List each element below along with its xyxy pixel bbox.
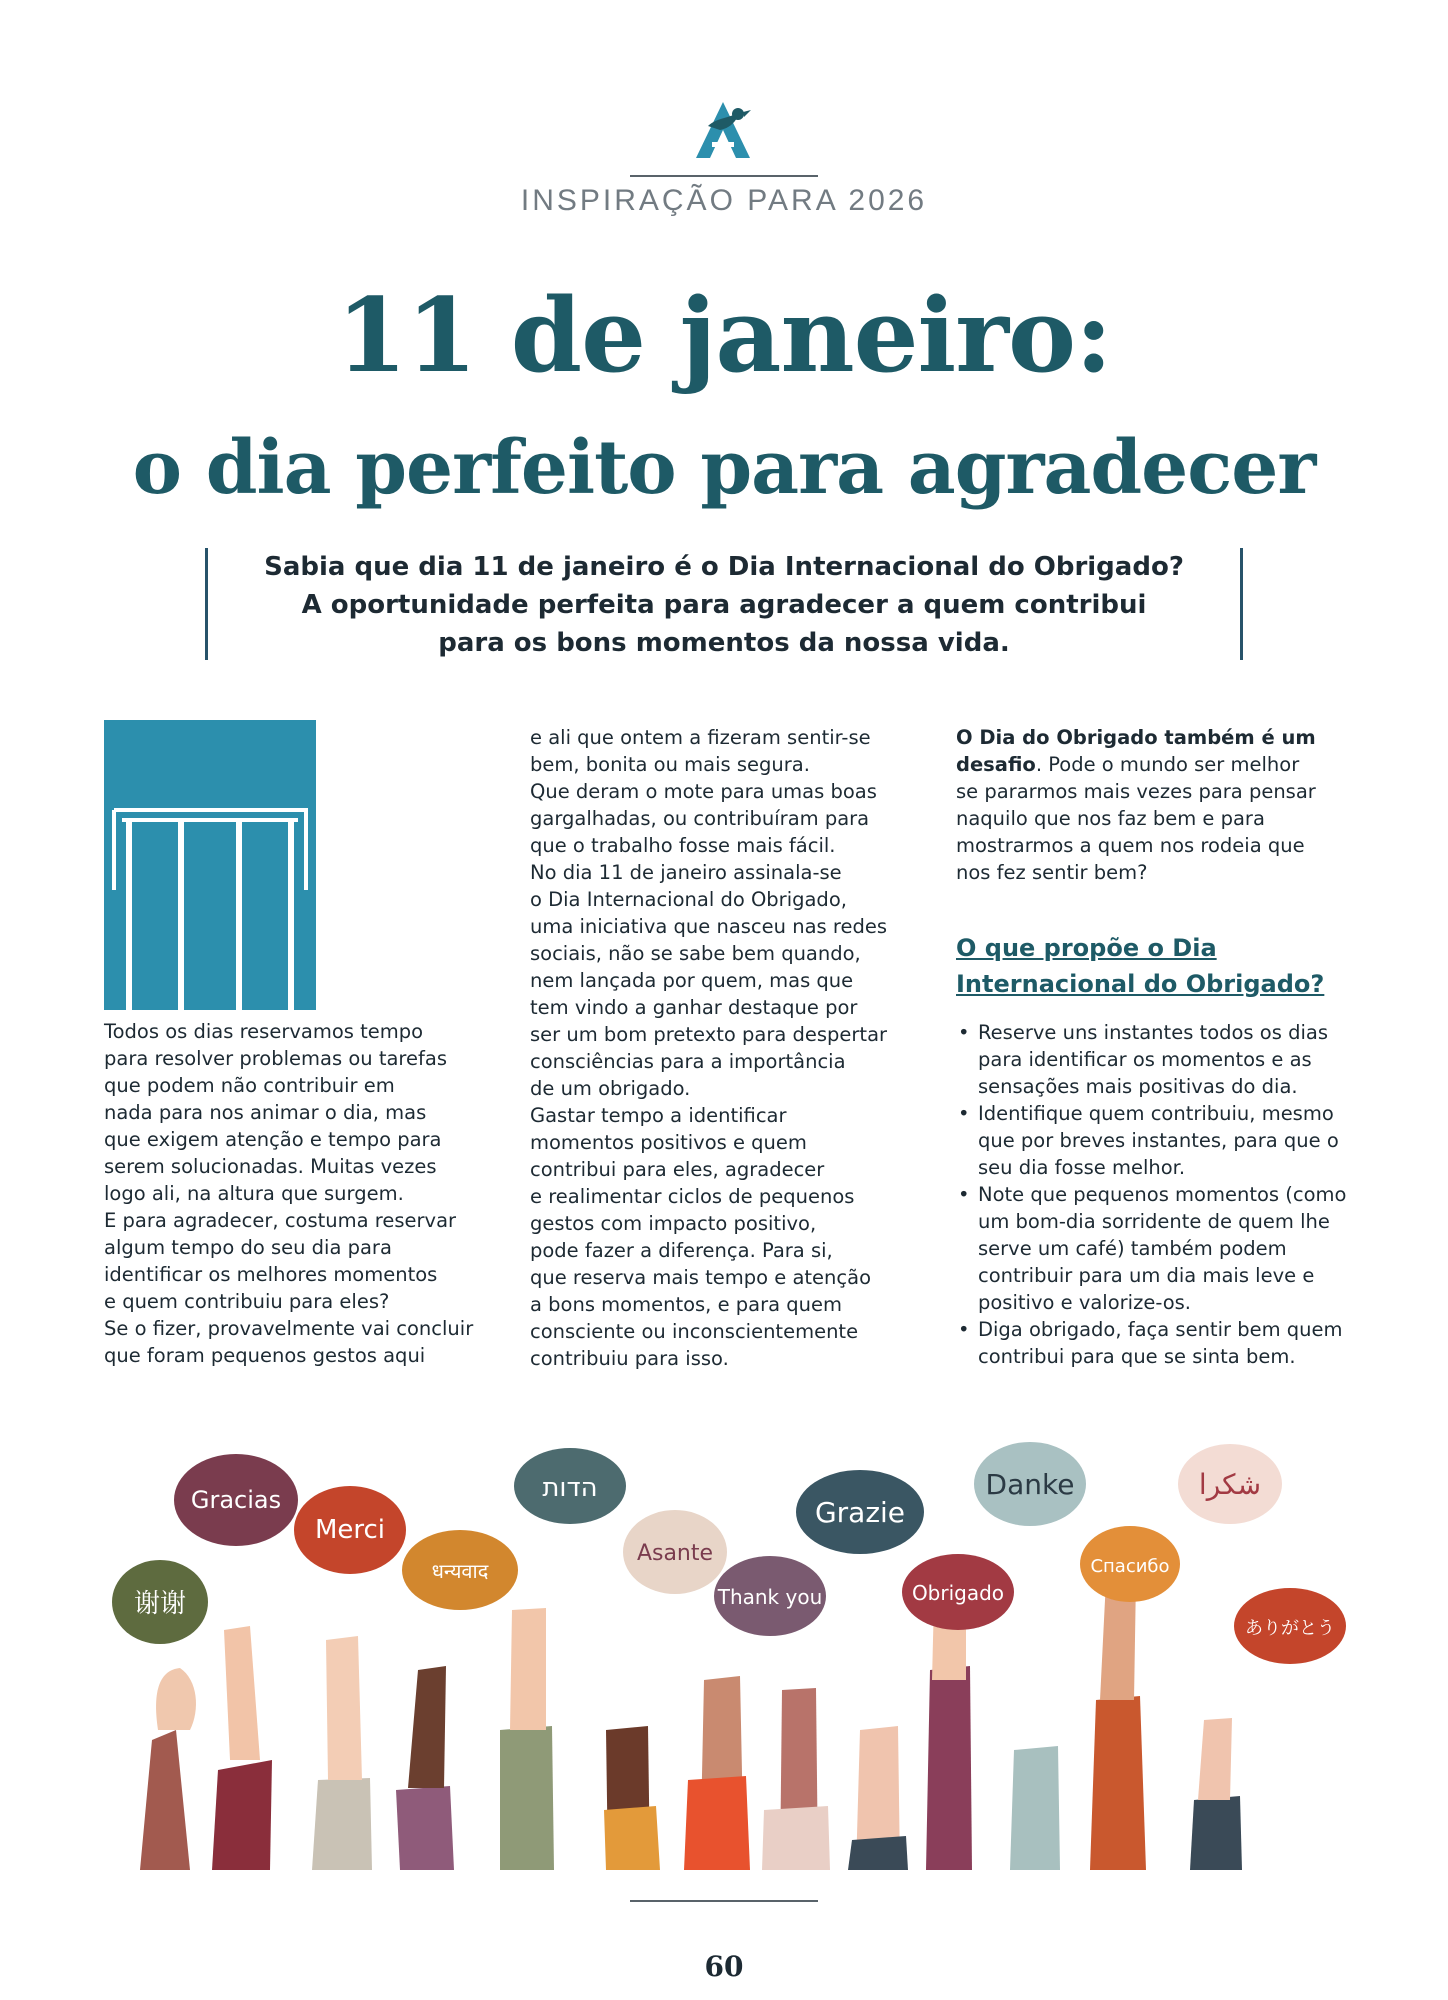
text-line: que reserva mais tempo e atenção [530, 1266, 871, 1289]
text-line [956, 751, 1346, 778]
bubble-text: הדות [542, 1473, 598, 1503]
bubble-text: Obrigado [911, 1581, 1005, 1605]
speech-bubble [1178, 1444, 1282, 1524]
footer-divider [630, 1900, 818, 1902]
bubble-text: Grazie [814, 1496, 906, 1529]
text-line: nada para nos animar o dia, mas [104, 1101, 427, 1124]
article-column-3-lead [956, 724, 1346, 886]
text-line: contribui para eles, agradecer [530, 1158, 825, 1181]
thank-you-hands-illustration [100, 1430, 1360, 1870]
text-line: consciências para a importância [530, 1050, 846, 1073]
text-line: nem lançada por quem, mas que [530, 969, 854, 992]
intro-bar-right [1240, 548, 1243, 660]
text-line: identificar os melhores momentos [104, 1263, 438, 1286]
speech-bubble [714, 1556, 826, 1636]
intro-bar-left [205, 548, 208, 660]
bubble-text: شكرا [1198, 1468, 1262, 1501]
text-line: a bons momentos, e para quem [530, 1293, 842, 1316]
speech-bubble [902, 1554, 1014, 1630]
drop-cap [104, 720, 316, 1010]
text-line: gargalhadas, ou contribuíram para [530, 807, 870, 830]
text-line: No dia 11 de janeiro assinala-se [530, 861, 842, 884]
text-line: para resolver problemas ou tarefas [104, 1047, 447, 1070]
text-line: o Dia Internacional do Obrigado, [530, 888, 847, 911]
text-line: e ali que ontem a fizeram sentir-se [530, 726, 871, 749]
bird-a-logo-icon [690, 98, 756, 160]
drop-cap-text: T [209, 780, 211, 781]
lead-bold: desafio [956, 753, 1036, 776]
raised-arms [140, 1578, 1242, 1870]
list-item: • Identifique quem contribuiu, mesmo que por breves instantes, para que o seu dia fosse melhor. [956, 1100, 1354, 1181]
list-item: • Reserve uns instantes todos os dias para identificar os momentos e as sensações mais positivas do dia. [956, 1019, 1354, 1100]
drop-cap-letter [104, 720, 316, 1010]
subheading [956, 930, 1346, 1002]
text-line: se pararmos mais vezes para pensar [956, 780, 1316, 803]
section-tag: INSPIRAÇÃO PARA 2026 [520, 184, 928, 217]
text-line: que o trabalho fosse mais fácil. [530, 834, 836, 857]
article-column-1 [104, 1018, 474, 1369]
bubble-text: 谢谢 [133, 1589, 187, 1619]
text-line: serem solucionadas. Muitas vezes [104, 1155, 437, 1178]
speech-bubble [294, 1486, 406, 1574]
bubble-text: Asante [636, 1541, 714, 1566]
bubble-text: Danke [985, 1468, 1075, 1501]
text-line: algum tempo do seu dia para [104, 1236, 392, 1259]
text-line: ser um bom pretexto para despertar [530, 1023, 888, 1046]
text-line: Todos os dias reservamos tempo [104, 1020, 424, 1043]
text-line: E para agradecer, costuma reservar [104, 1209, 457, 1232]
speech-bubble [514, 1448, 626, 1524]
speech-bubble [174, 1454, 298, 1546]
header-divider [630, 175, 818, 177]
text-line: mostrarmos a quem nos rodeia que [956, 834, 1305, 857]
text-line: logo ali, na altura que surgem. [104, 1182, 404, 1205]
bubble-text: Thank you [717, 1585, 823, 1609]
text-line: sociais, não se sabe bem quando, [530, 942, 861, 965]
intro-line: para os bons momentos da nossa vida. [438, 628, 1010, 658]
list-item: • Diga obrigado, faça sentir bem quem contribui para que se sinta bem. [956, 1316, 1354, 1370]
text-line: Que deram o mote para umas boas [530, 780, 877, 803]
article-column-2 [530, 724, 920, 1372]
bubble-text: Gracias [190, 1486, 282, 1514]
speech-bubble [1234, 1588, 1346, 1664]
subheading-line: O que propõe o Dia [956, 934, 1217, 962]
text-line: que foram pequenos gestos aqui [104, 1344, 426, 1367]
lead-text: . Pode o mundo ser melhor [1035, 753, 1300, 776]
text-line: momentos positivos e quem [530, 1131, 807, 1154]
speech-bubble [623, 1510, 727, 1594]
text-line: consciente ou inconscientemente [530, 1320, 859, 1343]
text-line: contribuiu para isso. [530, 1347, 729, 1370]
intro-line: Sabia que dia 11 de janeiro é o Dia Internacional do Obrigado? [264, 552, 1184, 582]
text-line: de um obrigado. [530, 1077, 691, 1100]
subheading-line: Internacional do Obrigado? [956, 970, 1325, 998]
speech-bubble [402, 1530, 518, 1610]
tips-list [956, 1019, 1354, 1370]
intro-paragraph [222, 548, 1226, 662]
list-item: • Note que pequenos momentos (como um bom-dia sorridente de quem lhe serve um café) também podem contribuir para um dia mais leve e positivo e valorize-os. [956, 1181, 1354, 1316]
bubble-text: Merci [314, 1515, 386, 1545]
text-line: uma iniciativa que nasceu nas redes [530, 915, 887, 938]
intro-line: A oportunidade perfeita para agradecer a quem contribui [301, 590, 1147, 620]
page-title-line-1: 11 de janeiro: [336, 276, 1112, 396]
text-line: pode fazer a diferença. Para si, [530, 1239, 833, 1262]
text-line: gestos com impacto positivo, [530, 1212, 817, 1235]
bubble-text: Спасибо [1090, 1556, 1170, 1577]
text-line: bem, bonita ou mais segura. [530, 753, 810, 776]
text-line: e realimentar ciclos de pequenos [530, 1185, 855, 1208]
speech-bubble [796, 1470, 924, 1554]
bubble-text: ありがとう [1245, 1618, 1335, 1639]
text-line: tem vindo a ganhar destaque por [530, 996, 858, 1019]
speech-bubble [1080, 1526, 1180, 1602]
speech-bubble [112, 1560, 208, 1644]
text-line: que exigem atenção e tempo para [104, 1128, 442, 1151]
text-line: nos fez sentir bem? [956, 861, 1148, 884]
speech-bubble [974, 1442, 1086, 1526]
text-line: e quem contribuiu para eles? [104, 1290, 390, 1313]
bubble-text: धन्यवाद [431, 1559, 489, 1583]
page-number: 60 [704, 1950, 744, 1983]
text-line: naquilo que nos faz bem e para [956, 807, 1265, 830]
page-title-line-2: o dia perfeito para agradecer [132, 425, 1316, 511]
text-line: Se o fizer, provavelmente vai concluir [104, 1317, 474, 1340]
text-line: que podem não contribuir em [104, 1074, 395, 1097]
text-line: Gastar tempo a identificar [530, 1104, 787, 1127]
lead-bold: O Dia do Obrigado também é um [956, 726, 1316, 749]
text-line [956, 724, 1346, 751]
